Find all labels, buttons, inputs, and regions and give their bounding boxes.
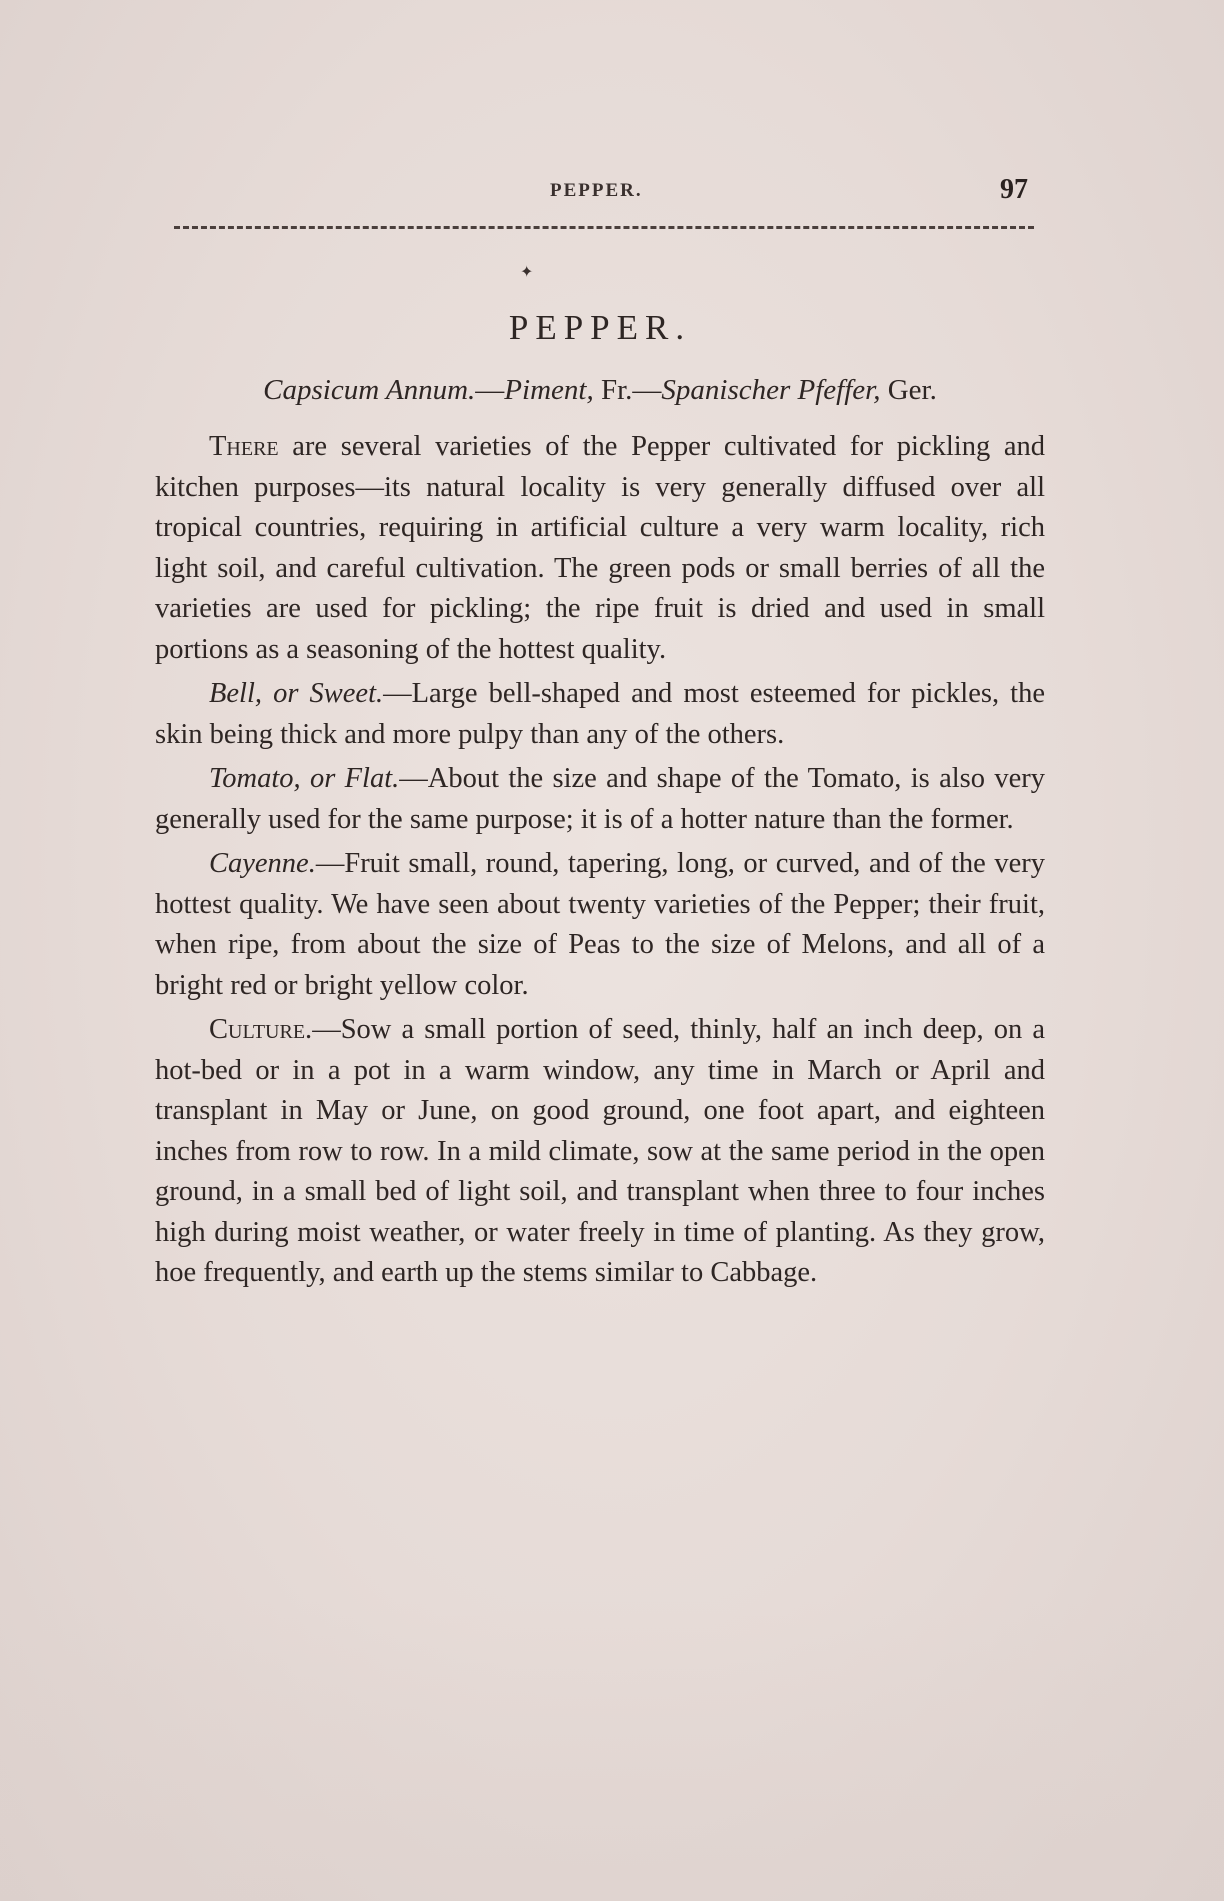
german-abbr: Ger.	[880, 374, 937, 406]
tomato-text: —About the size and shape of the Tomato, is also very generally used for the same purpose; it is of a hotter nature than the former.	[155, 763, 1045, 835]
botanical-separator: —	[475, 374, 505, 406]
culture-lead-word: Culture.	[209, 1014, 313, 1045]
cayenne-variety-name: Cayenne.	[209, 848, 316, 879]
french-abbr: Fr.—	[593, 374, 662, 406]
bell-paragraph	[155, 674, 1045, 755]
cayenne-paragraph	[155, 844, 1045, 1006]
header-rule	[174, 226, 1034, 229]
ornament-mark: ✦	[520, 264, 534, 281]
botanical-names	[155, 374, 1045, 407]
intro-paragraph	[155, 427, 1045, 670]
page-number: 97	[1000, 174, 1028, 205]
intro-text: are several varieties of the Pepper cultivated for pickling and kitchen purposes—its natural locality is very generally diffused over all tropical countries, requiring in artificial culture a very warm locality, rich light soil, and careful cultivation. The green pods or small berries of all the varieties are used for pickling; the ripe fruit is dried and used in small portions as a seasoning of the hottest quality.	[155, 431, 1045, 665]
bell-variety-name: Bell, or Sweet.	[209, 678, 384, 709]
running-head	[160, 172, 1040, 212]
french-name: Piment,	[504, 374, 594, 406]
latin-name: Capsicum Annum.	[263, 374, 476, 406]
page-body	[155, 300, 1045, 1298]
cayenne-text: —Fruit small, round, tapering, long, or curved, and of the very hottest quality. We have seen about twenty varieties of the Pepper; their fruit, when ripe, from about the size of Peas to the size of Melons, and all of a bright red or bright yellow color.	[155, 848, 1045, 1001]
tomato-variety-name: Tomato, or Flat.	[209, 763, 400, 794]
bell-text: —Large bell-shaped and most esteemed for pickles, the skin being thick and more pulpy than any of the others.	[155, 678, 1045, 750]
german-name: Spanischer Pfeffer,	[661, 374, 881, 406]
running-title: PEPPER.	[550, 180, 643, 201]
intro-lead-word: There	[209, 431, 279, 462]
section-heading: PEPPER.	[508, 308, 692, 347]
tomato-paragraph	[155, 759, 1045, 840]
paper-shading	[0, 1600, 1224, 1901]
culture-paragraph	[155, 1010, 1045, 1294]
culture-text: —Sow a small portion of seed, thinly, half an inch deep, on a hot-bed or in a pot in a warm window, any time in March or April and transplant in May or June, on good ground, one foot apart, and eighteen inches from row to row. In a mild climate, sow at the same period in the open ground, in a small bed of light soil, and transplant when three to four inches high during moist weather, or water freely in time of planting. As they grow, hoe frequently, and earth up the stems similar to Cabbage.	[155, 1014, 1045, 1288]
